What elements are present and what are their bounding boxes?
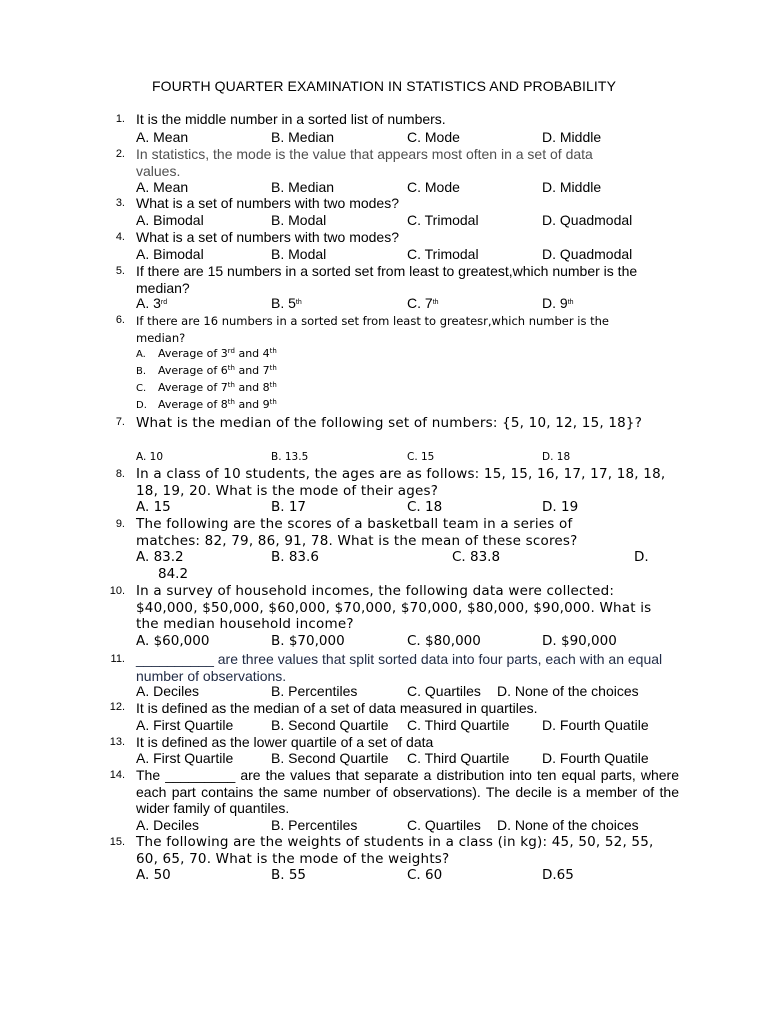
question-number: 15. (109, 836, 125, 848)
question-number: 12. (109, 701, 125, 713)
question-text: If there are 15 numbers in a sorted set from least to greatest,which number is the median? (136, 263, 638, 296)
question-number: 13. (109, 736, 125, 748)
choice-b: B. Second Quartile (271, 750, 389, 766)
choice-d: D.65 (542, 867, 574, 883)
question-text: The _________ are the values that separate a distribution into ten equal parts, where each part contains the same number of observations). The decile is a member of the wider family of quantiles. (136, 767, 679, 816)
choice-c: C. Third Quartile (407, 717, 510, 733)
choice-a: A. 50 (136, 867, 171, 883)
choice-a: A. 15 (136, 499, 171, 515)
choice-b: B. Percentiles (271, 683, 358, 699)
question-text: It is defined as the lower quartile of a set of data (136, 734, 434, 750)
choice-d: D. Quadmodal (542, 212, 633, 228)
choice-a: A. Bimodal (136, 212, 204, 228)
choice-c: C. Trimodal (407, 212, 479, 228)
question-number: 3. (115, 197, 125, 209)
choice-c: C. $80,000 (407, 633, 481, 649)
question-text: It is the middle number in a sorted list of numbers. (136, 111, 446, 127)
choice-a: A. Mean (136, 129, 189, 145)
question-number: 11. (110, 653, 125, 665)
choice-d: D. Middle (542, 129, 602, 145)
choice-c: C. Third Quartile (407, 750, 510, 766)
choice-c: C. Quartiles (407, 683, 481, 699)
choice-letter: D. (136, 400, 147, 411)
question-number: 2. (115, 148, 125, 160)
choice-d-value: 84.2 (158, 566, 189, 582)
choice-b: B. Percentiles (271, 817, 358, 833)
choice-b: B. Median (271, 129, 335, 145)
question-text: __________ are three values that split sorted data into four parts, each with an equal number of observations. (136, 651, 663, 684)
choice-a: A. First Quartile (136, 750, 234, 766)
choice-d: D. $90,000 (542, 633, 617, 649)
choice-d: D. 19 (542, 499, 579, 515)
question-number: 14. (109, 769, 125, 781)
question-text: It is defined as the median of a set of data measured in quartiles. (136, 700, 538, 716)
choice-b: Average of 6th and 7th (158, 364, 277, 377)
question-text: What is a set of numbers with two modes? (136, 195, 399, 211)
choice-c: C. 18 (407, 499, 443, 515)
choice-b: B. 83.6 (271, 549, 319, 565)
choice-d: D. None of the choices (497, 817, 639, 833)
choice-b: B. $70,000 (271, 633, 345, 649)
choice-d: D. Fourth Quatile (542, 750, 649, 766)
choice-b: B. 5th (271, 295, 302, 311)
choice-d: D. Fourth Quatile (542, 717, 649, 733)
question-text: In a survey of household incomes, the following data were collected: $40,000, $50,000, $60,000, $70,000, $70,000, $80,000, $90,000. What is the median household income? (136, 583, 652, 632)
choice-d: D. 18 (542, 451, 571, 463)
choice-c: C. Quartiles (407, 817, 481, 833)
exam-title: FOURTH QUARTER EXAMINATION IN STATISTICS AND PROBABILITY (151, 78, 617, 94)
choice-letter: A. (136, 349, 146, 360)
choice-c: C. Trimodal (407, 246, 479, 262)
question-text: In a class of 10 students, the ages are as follows: 15, 15, 16, 17, 17, 18, 18, 18, 19, 20. What is the mode of their ages? (136, 466, 666, 499)
question-number: 8. (115, 468, 125, 480)
answer-blank: _________ (165, 767, 236, 783)
choice-a: A. Deciles (136, 817, 200, 833)
question-text: What is the median of the following set of numbers: {5, 10, 12, 15, 18}? (136, 415, 643, 431)
choice-b: B. 17 (271, 499, 307, 515)
choice-c: C. 83.8 (452, 549, 501, 565)
question-text: If there are 16 numbers in a sorted set from least to greatesr,which number is the median? (136, 314, 609, 345)
choice-b: B. Second Quartile (271, 717, 389, 733)
question-text: The following are the weights of students in a class (in kg): 45, 50, 52, 55, 60, 65, 70. What is the mode of the weights? (136, 834, 654, 867)
choice-c: C. 7th (407, 295, 439, 311)
choice-d: D. None of the choices (497, 683, 639, 699)
question-number: 9. (115, 518, 125, 530)
question-number: 4. (115, 231, 125, 243)
answer-blank: __________ (136, 651, 214, 667)
question-number: 5. (115, 265, 125, 277)
choice-a: A. $60,000 (136, 633, 210, 649)
question-text: What is a set of numbers with two modes? (136, 229, 399, 245)
question-number: 1. (115, 113, 125, 125)
choice-c: C. Mode (407, 179, 460, 195)
choice-d: Average of 8th and 9th (158, 398, 277, 411)
choice-a: A. Deciles (136, 683, 200, 699)
choice-b: B. 13.5 (271, 451, 309, 463)
question-number: 7. (115, 416, 125, 428)
choice-c: Average of 7th and 8th (158, 381, 277, 394)
choice-d: D. (634, 549, 649, 565)
choice-a: Average of 3rd and 4th (158, 347, 277, 360)
question-number: 10. (109, 585, 125, 597)
question-text: The following are the scores of a basketball team in a series of matches: 82, 79, 86, 91, 78. What is the mean of these scores? (136, 516, 578, 549)
question-text: In statistics, the mode is the value that appears most often in a set of data values. (136, 146, 593, 179)
choice-b: B. 55 (271, 867, 307, 883)
choice-letter: B. (136, 366, 147, 377)
choice-b: B. Modal (271, 246, 327, 262)
choice-c: C. Mode (407, 129, 460, 145)
choice-c: C. 15 (407, 451, 435, 463)
choice-b: B. Median (271, 179, 335, 195)
question-number: 6. (115, 314, 125, 326)
choice-d: D. Middle (542, 179, 602, 195)
choice-c: C. 60 (407, 867, 443, 883)
choice-letter: C. (136, 383, 147, 394)
choice-a: A. 83.2 (136, 549, 184, 565)
choice-a: A. 3rd (136, 295, 168, 311)
choice-d: D. Quadmodal (542, 246, 633, 262)
choice-d: D. 9th (542, 295, 574, 311)
choice-b: B. Modal (271, 212, 327, 228)
choice-a: A. 10 (136, 451, 164, 463)
choice-a: A. First Quartile (136, 717, 234, 733)
choice-a: A. Mean (136, 179, 189, 195)
choice-a: A. Bimodal (136, 246, 204, 262)
